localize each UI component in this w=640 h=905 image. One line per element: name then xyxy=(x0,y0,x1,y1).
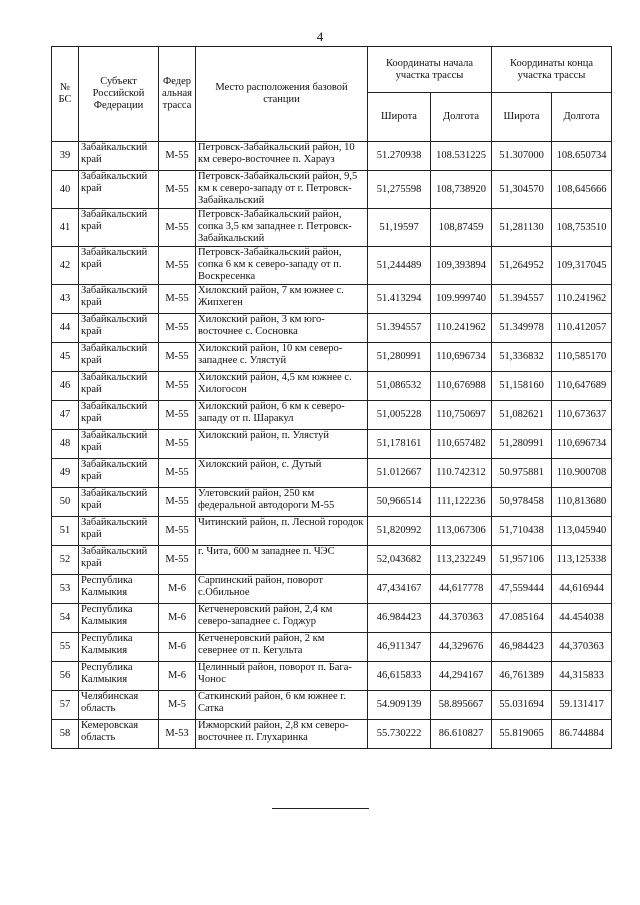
header-lon-end: Долгота xyxy=(552,93,612,142)
cell-num: 41 xyxy=(52,209,79,247)
cell-num: 45 xyxy=(52,343,79,372)
cell-num: 42 xyxy=(52,247,79,285)
cell-subject: Забайкальский край xyxy=(79,430,159,459)
cell-place: Хилокский район, 4,5 км южнее с. Хилогосон xyxy=(196,372,368,401)
cell-lon-end: 86.744884 xyxy=(552,720,612,749)
cell-lat-start: 51,280991 xyxy=(368,343,431,372)
cell-lon-end: 44,315833 xyxy=(552,662,612,691)
cell-lon-start: 110.742312 xyxy=(431,459,492,488)
cell-lat-end: 50.975881 xyxy=(492,459,552,488)
cell-subject: Забайкальский край xyxy=(79,372,159,401)
cell-lon-start: 108,87459 xyxy=(431,209,492,247)
cell-lat-end: 51,336832 xyxy=(492,343,552,372)
cell-lat-end: 51,304570 xyxy=(492,171,552,209)
cell-lat-start: 51,820992 xyxy=(368,517,431,546)
cell-road: М-55 xyxy=(159,171,196,209)
cell-place: Хилокский район, 6 км к северо-западу от п. Шаракул xyxy=(196,401,368,430)
cell-lon-start: 110,696734 xyxy=(431,343,492,372)
cell-place: Хилокский район, 3 км юго-восточнее с. Сосновка xyxy=(196,314,368,343)
table-row xyxy=(52,633,612,662)
cell-lat-end: 51,264952 xyxy=(492,247,552,285)
cell-num: 53 xyxy=(52,575,79,604)
cell-lon-start: 44,329676 xyxy=(431,633,492,662)
cell-num: 57 xyxy=(52,691,79,720)
cell-road: М-6 xyxy=(159,662,196,691)
cell-lat-start: 51,244489 xyxy=(368,247,431,285)
header-lat-end: Широта xyxy=(492,93,552,142)
cell-lat-end: 47.085164 xyxy=(492,604,552,633)
cell-road: М-6 xyxy=(159,604,196,633)
cell-subject: Кемеровская область xyxy=(79,720,159,749)
header-num: № БС xyxy=(52,47,79,142)
header-start-coords: Координаты начала участка трассы xyxy=(368,47,492,93)
cell-lon-end: 108,753510 xyxy=(552,209,612,247)
cell-road: М-55 xyxy=(159,459,196,488)
cell-road: М-53 xyxy=(159,720,196,749)
cell-lon-end: 110,647689 xyxy=(552,372,612,401)
cell-place: Хилокский район, 10 км северо-западнее с. Улястуй xyxy=(196,343,368,372)
cell-lon-end: 110,673637 xyxy=(552,401,612,430)
cell-lat-end: 51,158160 xyxy=(492,372,552,401)
cell-lat-start: 51,178161 xyxy=(368,430,431,459)
cell-lat-end: 51,710438 xyxy=(492,517,552,546)
cell-subject: Забайкальский край xyxy=(79,142,159,171)
cell-road: М-5 xyxy=(159,691,196,720)
cell-lon-start: 110,657482 xyxy=(431,430,492,459)
cell-num: 39 xyxy=(52,142,79,171)
cell-subject: Республика Калмыкия xyxy=(79,575,159,604)
cell-road: М-55 xyxy=(159,285,196,314)
cell-lat-end: 47,559444 xyxy=(492,575,552,604)
cell-lat-end: 46,984423 xyxy=(492,633,552,662)
cell-lat-start: 47,434167 xyxy=(368,575,431,604)
cell-num: 44 xyxy=(52,314,79,343)
table-row xyxy=(52,691,612,720)
cell-lat-end: 51.394557 xyxy=(492,285,552,314)
cell-lon-start: 113,067306 xyxy=(431,517,492,546)
cell-subject: Забайкальский край xyxy=(79,314,159,343)
cell-subject: Челябинская область xyxy=(79,691,159,720)
table-row xyxy=(52,720,612,749)
cell-place: Хилокский район, с. Дутый xyxy=(196,459,368,488)
table-body xyxy=(52,142,612,749)
cell-lat-end: 46,761389 xyxy=(492,662,552,691)
cell-road: М-55 xyxy=(159,142,196,171)
cell-lat-start: 51.413294 xyxy=(368,285,431,314)
cell-lon-end: 109,317045 xyxy=(552,247,612,285)
cell-lat-end: 51.349978 xyxy=(492,314,552,343)
cell-road: М-55 xyxy=(159,430,196,459)
cell-place: Сарпинский район, поворот с.Обильное xyxy=(196,575,368,604)
table-row xyxy=(52,430,612,459)
cell-lon-start: 108.531225 xyxy=(431,142,492,171)
table-row xyxy=(52,171,612,209)
cell-place: Кетченеровский район, 2 км севернее от п. Кегульта xyxy=(196,633,368,662)
cell-lon-end: 44.454038 xyxy=(552,604,612,633)
cell-lat-start: 51,19597 xyxy=(368,209,431,247)
cell-road: М-55 xyxy=(159,401,196,430)
cell-road: М-6 xyxy=(159,633,196,662)
cell-subject: Забайкальский край xyxy=(79,285,159,314)
table-row xyxy=(52,285,612,314)
cell-subject: Забайкальский край xyxy=(79,209,159,247)
cell-lat-end: 55.819065 xyxy=(492,720,552,749)
cell-lon-start: 113,232249 xyxy=(431,546,492,575)
table-row xyxy=(52,209,612,247)
cell-num: 56 xyxy=(52,662,79,691)
cell-lon-start: 44,617778 xyxy=(431,575,492,604)
cell-lat-end: 51,082621 xyxy=(492,401,552,430)
cell-lon-end: 110.412057 xyxy=(552,314,612,343)
cell-num: 49 xyxy=(52,459,79,488)
cell-subject: Забайкальский край xyxy=(79,343,159,372)
cell-road: М-55 xyxy=(159,343,196,372)
cell-lat-start: 51,005228 xyxy=(368,401,431,430)
cell-lat-start: 46,615833 xyxy=(368,662,431,691)
cell-lat-end: 51.307000 xyxy=(492,142,552,171)
cell-lat-end: 50,978458 xyxy=(492,488,552,517)
cell-lon-start: 109.999740 xyxy=(431,285,492,314)
cell-lat-end: 51,281130 xyxy=(492,209,552,247)
cell-num: 40 xyxy=(52,171,79,209)
cell-subject: Забайкальский край xyxy=(79,546,159,575)
cell-subject: Забайкальский край xyxy=(79,171,159,209)
cell-road: М-55 xyxy=(159,517,196,546)
cell-lon-start: 111,122236 xyxy=(431,488,492,517)
cell-lon-end: 110,696734 xyxy=(552,430,612,459)
cell-lon-end: 44,616944 xyxy=(552,575,612,604)
cell-lat-start: 52,043682 xyxy=(368,546,431,575)
header-road: Федер альная трасса xyxy=(159,47,196,142)
cell-road: М-6 xyxy=(159,575,196,604)
header-subject: Субъект Российской Федерации xyxy=(79,47,159,142)
cell-subject: Забайкальский край xyxy=(79,247,159,285)
cell-lat-start: 55.730222 xyxy=(368,720,431,749)
cell-lat-start: 51,086532 xyxy=(368,372,431,401)
header-row-top xyxy=(52,47,612,93)
cell-lon-end: 108,645666 xyxy=(552,171,612,209)
cell-lat-end: 51,957106 xyxy=(492,546,552,575)
cell-road: М-55 xyxy=(159,247,196,285)
cell-subject: Забайкальский край xyxy=(79,401,159,430)
table-row xyxy=(52,401,612,430)
cell-place: Хилокский район, 7 км южнее с. Жипхеген xyxy=(196,285,368,314)
cell-place: Петровск-Забайкальский район, сопка 6 км к северо-западу от п. Воскресенка xyxy=(196,247,368,285)
cell-subject: Забайкальский край xyxy=(79,517,159,546)
cell-num: 54 xyxy=(52,604,79,633)
cell-lon-end: 110.241962 xyxy=(552,285,612,314)
cell-subject: Республика Калмыкия xyxy=(79,633,159,662)
cell-num: 48 xyxy=(52,430,79,459)
cell-num: 51 xyxy=(52,517,79,546)
cell-place: Читинский район, п. Лесной городок xyxy=(196,517,368,546)
cell-lon-start: 58.895667 xyxy=(431,691,492,720)
cell-lon-start: 44,294167 xyxy=(431,662,492,691)
cell-lon-end: 59.131417 xyxy=(552,691,612,720)
cell-lat-start: 51.394557 xyxy=(368,314,431,343)
table-row xyxy=(52,517,612,546)
cell-lon-end: 110.900708 xyxy=(552,459,612,488)
cell-num: 47 xyxy=(52,401,79,430)
cell-lat-start: 51.270938 xyxy=(368,142,431,171)
cell-road: М-55 xyxy=(159,209,196,247)
cell-subject: Республика Калмыкия xyxy=(79,604,159,633)
cell-lat-start: 50,966514 xyxy=(368,488,431,517)
cell-subject: Республика Калмыкия xyxy=(79,662,159,691)
header-lon-start: Долгота xyxy=(431,93,492,142)
table-row xyxy=(52,142,612,171)
cell-place: Ижморский район, 2,8 км северо-восточнее п. Глухаринка xyxy=(196,720,368,749)
cell-lon-start: 44.370363 xyxy=(431,604,492,633)
cell-lon-start: 110,750697 xyxy=(431,401,492,430)
table-row xyxy=(52,459,612,488)
cell-place: Петровск-Забайкальский район, 10 км северо-восточнее п. Харауз xyxy=(196,142,368,171)
base-stations-table xyxy=(51,46,612,749)
cell-lat-start: 54.909139 xyxy=(368,691,431,720)
cell-lon-end: 110,585170 xyxy=(552,343,612,372)
cell-lon-end: 44,370363 xyxy=(552,633,612,662)
cell-place: Саткинский район, 6 км южнее г. Сатка xyxy=(196,691,368,720)
cell-place: г. Чита, 600 м западнее п. ЧЭС xyxy=(196,546,368,575)
cell-num: 58 xyxy=(52,720,79,749)
header-lat-start: Широта xyxy=(368,93,431,142)
cell-place: Кетченеровский район, 2,4 км северо-западнее с. Годжур xyxy=(196,604,368,633)
table-row xyxy=(52,604,612,633)
table-row xyxy=(52,575,612,604)
cell-lon-start: 110,676988 xyxy=(431,372,492,401)
table-row xyxy=(52,546,612,575)
cell-lat-start: 46.984423 xyxy=(368,604,431,633)
cell-lat-start: 51.012667 xyxy=(368,459,431,488)
cell-lon-end: 113,045940 xyxy=(552,517,612,546)
table-row xyxy=(52,488,612,517)
cell-lon-start: 86.610827 xyxy=(431,720,492,749)
cell-num: 52 xyxy=(52,546,79,575)
table-row xyxy=(52,662,612,691)
footer-rule xyxy=(272,808,369,809)
page-number: 4 xyxy=(316,29,324,44)
cell-lon-start: 108,738920 xyxy=(431,171,492,209)
cell-lon-end: 113,125338 xyxy=(552,546,612,575)
cell-road: М-55 xyxy=(159,488,196,517)
cell-lat-start: 51,275598 xyxy=(368,171,431,209)
table-row xyxy=(52,343,612,372)
cell-place: Улетовский район, 250 км федеральной автодороги М-55 xyxy=(196,488,368,517)
cell-lat-end: 55.031694 xyxy=(492,691,552,720)
header-place: Место расположения базовой станции xyxy=(196,47,368,142)
cell-lon-end: 108.650734 xyxy=(552,142,612,171)
cell-subject: Забайкальский край xyxy=(79,459,159,488)
cell-lat-end: 51,280991 xyxy=(492,430,552,459)
cell-road: М-55 xyxy=(159,372,196,401)
cell-lon-start: 110.241962 xyxy=(431,314,492,343)
cell-place: Целинный район, поворот п. Бага-Чонос xyxy=(196,662,368,691)
cell-place: Петровск-Забайкальский район, 9,5 км к северо-западу от г. Петровск-Забайкальский xyxy=(196,171,368,209)
cell-lon-start: 109,393894 xyxy=(431,247,492,285)
cell-num: 50 xyxy=(52,488,79,517)
cell-place: Петровск-Забайкальский район, сопка 3,5 км западнее г. Петровск-Забайкальский xyxy=(196,209,368,247)
cell-lat-start: 46,911347 xyxy=(368,633,431,662)
cell-num: 46 xyxy=(52,372,79,401)
header-end-coords: Координаты конца участка трассы xyxy=(492,47,612,93)
cell-place: Хилокский район, п. Улястуй xyxy=(196,430,368,459)
table-row xyxy=(52,314,612,343)
cell-num: 55 xyxy=(52,633,79,662)
cell-lon-end: 110,813680 xyxy=(552,488,612,517)
table-row xyxy=(52,247,612,285)
table-row xyxy=(52,372,612,401)
cell-road: М-55 xyxy=(159,314,196,343)
cell-subject: Забайкальский край xyxy=(79,488,159,517)
cell-num: 43 xyxy=(52,285,79,314)
cell-road: М-55 xyxy=(159,546,196,575)
table-header xyxy=(52,47,612,142)
